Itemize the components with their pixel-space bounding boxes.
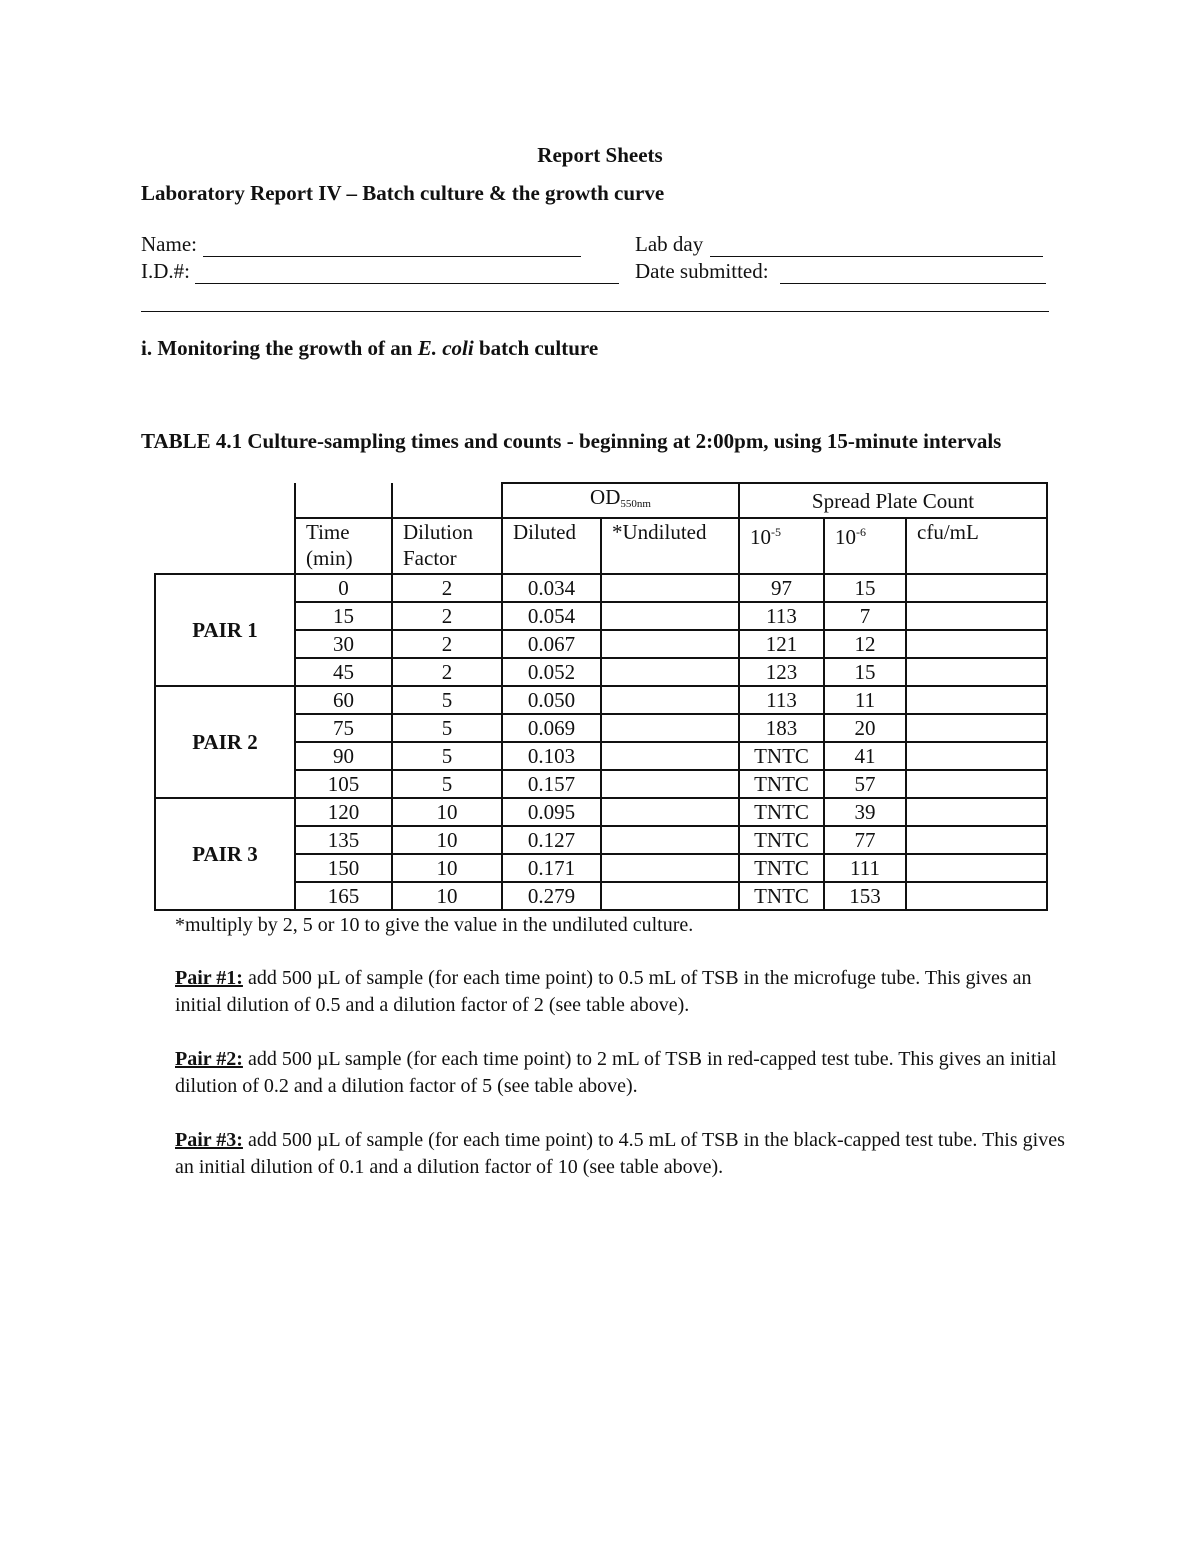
dilution-cell: 2: [392, 602, 502, 630]
cfu-cell[interactable]: [906, 826, 1047, 854]
dilution-cell: 10: [392, 826, 502, 854]
diluted-cell: 0.095: [502, 798, 601, 826]
table-row: [155, 686, 1047, 714]
diluted-cell: 0.157: [502, 770, 601, 798]
e6-count-cell: 57: [824, 770, 906, 798]
time-cell: 75: [295, 714, 392, 742]
e5-count-cell: 97: [739, 574, 824, 602]
undiluted-header: *Undiluted: [601, 518, 739, 574]
e5-count-cell: TNTC: [739, 742, 824, 770]
undiluted-cell[interactable]: [601, 686, 739, 714]
cfu-header: cfu/mL: [906, 518, 1047, 574]
e5-count-cell: TNTC: [739, 882, 824, 910]
id-field[interactable]: [195, 261, 619, 284]
lab-day-label: Lab day: [635, 232, 704, 256]
pair3-instructions: Pair #3: add 500 µL of sample (for each time point) to 4.5 mL of TSB in the black-capped test tube. This gives an initial dilution of 0.1 and a dilution factor of 10 (see table above).: [175, 1129, 1065, 1178]
e5-count-cell: 113: [739, 602, 824, 630]
e6-count-cell: 15: [824, 574, 906, 602]
e5-count-cell: TNTC: [739, 854, 824, 882]
dilution-cell: 5: [392, 770, 502, 798]
dilution-cell: 2: [392, 630, 502, 658]
organism-name: E. coli: [417, 336, 474, 360]
extra-line: [141, 289, 1049, 312]
e6-count-cell: 41: [824, 742, 906, 770]
pair1-instructions: Pair #1: add 500 µL of sample (for each time point) to 0.5 mL of TSB in the microfuge tube. This gives an initial dilution of 0.5 and a dilution factor of 2 (see table above).: [175, 967, 1032, 1016]
table-caption: TABLE 4.1 Culture-sampling times and counts - beginning at 2:00pm, using 15-minute intervals: [141, 429, 1002, 453]
time-cell: 120: [295, 798, 392, 826]
diluted-cell: 0.067: [502, 630, 601, 658]
lab-day-field[interactable]: [710, 234, 1043, 257]
diluted-cell: 0.052: [502, 658, 601, 686]
e5-count-cell: 183: [739, 714, 824, 742]
time-cell: 0: [295, 574, 392, 602]
undiluted-cell[interactable]: [601, 658, 739, 686]
time-cell: 30: [295, 630, 392, 658]
undiluted-cell[interactable]: [601, 770, 739, 798]
time-cell: 135: [295, 826, 392, 854]
name-label: Name:: [141, 232, 197, 256]
dilution-cell: 5: [392, 686, 502, 714]
dilution-cell: 10: [392, 882, 502, 910]
pair2-label: Pair #2:: [175, 1048, 243, 1070]
dilution-cell: 2: [392, 658, 502, 686]
cfu-cell[interactable]: [906, 602, 1047, 630]
dilution-cell: 2: [392, 574, 502, 602]
undiluted-cell[interactable]: [601, 714, 739, 742]
e5-count-cell: TNTC: [739, 770, 824, 798]
diluted-cell: 0.127: [502, 826, 601, 854]
time-cell: 45: [295, 658, 392, 686]
pair1-label: Pair #1:: [175, 967, 243, 989]
cfu-cell[interactable]: [906, 854, 1047, 882]
cfu-cell[interactable]: [906, 742, 1047, 770]
cfu-cell[interactable]: [906, 770, 1047, 798]
e5-count-cell: 113: [739, 686, 824, 714]
e6-count-cell: 15: [824, 658, 906, 686]
sampling-table: [154, 482, 1048, 911]
cfu-cell[interactable]: [906, 630, 1047, 658]
diluted-header: Diluted: [502, 518, 601, 574]
dilution-e5-header: $10^{-5}$: [739, 518, 824, 574]
pair2-instructions: Pair #2: add 500 µL sample (for each time point) to 2 mL of TSB in red-capped test tube. This gives an initial dilution of 0.2 and a dilution factor of 5 (see table above).: [175, 1048, 1057, 1097]
pair-label: PAIR 1: [155, 574, 295, 686]
spread-plate-header: Spread Plate Count: [739, 483, 1047, 518]
e5-count-cell: 121: [739, 630, 824, 658]
e5-count-cell: TNTC: [739, 826, 824, 854]
name-field[interactable]: [203, 234, 581, 257]
report-subtitle: Laboratory Report IV – Batch culture & the growth curve: [141, 181, 665, 205]
undiluted-cell[interactable]: [601, 574, 739, 602]
od-header: $OD_{550nm}$: [502, 483, 739, 518]
pair3-label: Pair #3:: [175, 1129, 243, 1151]
dilution-cell: 5: [392, 742, 502, 770]
e6-count-cell: 111: [824, 854, 906, 882]
time-cell: 15: [295, 602, 392, 630]
diluted-cell: 0.279: [502, 882, 601, 910]
cfu-cell[interactable]: [906, 658, 1047, 686]
dilution-e6-header: $10^{-6}$: [824, 518, 906, 574]
diluted-cell: 0.050: [502, 686, 601, 714]
undiluted-cell[interactable]: [601, 630, 739, 658]
cfu-cell[interactable]: [906, 686, 1047, 714]
page-title: Report Sheets: [537, 143, 663, 167]
time-cell: 90: [295, 742, 392, 770]
table-row: [155, 798, 1047, 826]
dilution-header: Dilution Factor: [392, 518, 502, 574]
time-cell: 60: [295, 686, 392, 714]
e6-count-cell: 11: [824, 686, 906, 714]
e5-count-cell: TNTC: [739, 798, 824, 826]
date-submitted-label: Date submitted:: [635, 259, 769, 283]
e6-count-cell: 77: [824, 826, 906, 854]
undiluted-cell[interactable]: [601, 854, 739, 882]
diluted-cell: 0.103: [502, 742, 601, 770]
time-cell: 105: [295, 770, 392, 798]
diluted-cell: 0.171: [502, 854, 601, 882]
undiluted-cell[interactable]: [601, 826, 739, 854]
diluted-cell: 0.069: [502, 714, 601, 742]
e6-count-cell: 12: [824, 630, 906, 658]
e6-count-cell: 7: [824, 602, 906, 630]
cfu-cell[interactable]: [906, 798, 1047, 826]
pair-label: PAIR 2: [155, 686, 295, 798]
id-label: I.D.#:: [141, 259, 190, 283]
time-cell: 150: [295, 854, 392, 882]
undiluted-cell[interactable]: [601, 882, 739, 910]
date-submitted-field[interactable]: [780, 261, 1046, 284]
time-header: Time (min): [295, 518, 392, 574]
undiluted-cell[interactable]: [601, 798, 739, 826]
section-heading: i. Monitoring the growth of an E. coli batch culture: [141, 336, 599, 360]
dilution-cell: 10: [392, 798, 502, 826]
e6-count-cell: 153: [824, 882, 906, 910]
table-row: [155, 574, 1047, 602]
undiluted-cell[interactable]: [601, 602, 739, 630]
e6-count-cell: 39: [824, 798, 906, 826]
cfu-cell[interactable]: [906, 714, 1047, 742]
time-cell: 165: [295, 882, 392, 910]
undiluted-cell[interactable]: [601, 742, 739, 770]
e6-count-cell: 20: [824, 714, 906, 742]
diluted-cell: 0.054: [502, 602, 601, 630]
cfu-cell[interactable]: [906, 574, 1047, 602]
e5-count-cell: 123: [739, 658, 824, 686]
pair-label: PAIR 3: [155, 798, 295, 910]
footnote: *multiply by 2, 5 or 10 to give the value in the undiluted culture.: [175, 914, 694, 936]
dilution-cell: 10: [392, 854, 502, 882]
dilution-cell: 5: [392, 714, 502, 742]
cfu-cell[interactable]: [906, 882, 1047, 910]
diluted-cell: 0.034: [502, 574, 601, 602]
